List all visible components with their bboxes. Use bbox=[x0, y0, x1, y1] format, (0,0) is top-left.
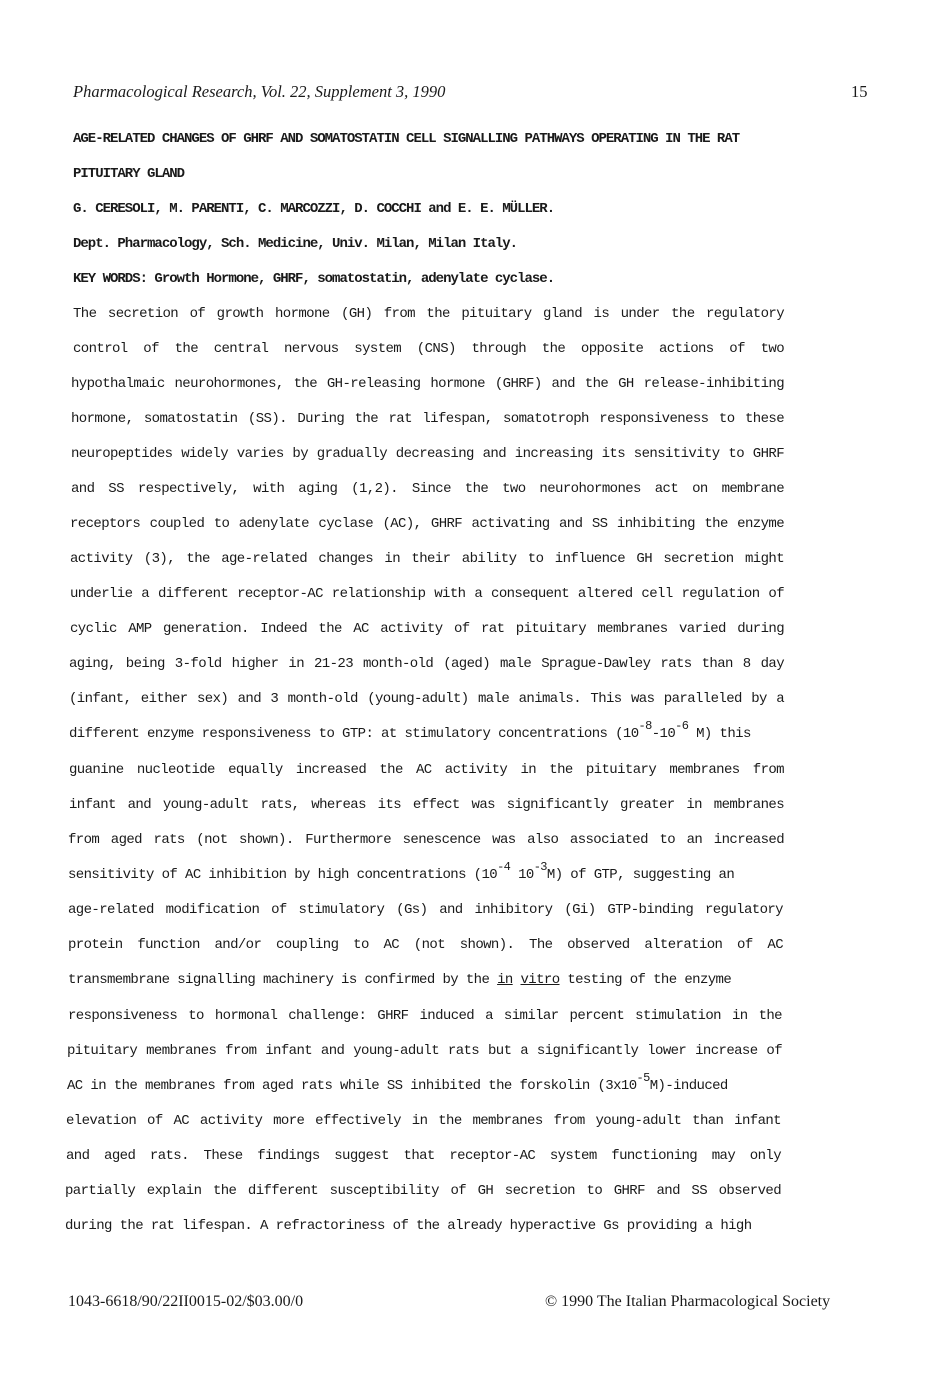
body-line: neuropeptides widely varies by gradually decreasing and increasing its sensitivity to GHRF bbox=[71, 446, 784, 462]
body-line: transmembrane signalling machinery is confirmed by the in vitro testing of the enzyme bbox=[68, 972, 732, 988]
body-line: cyclic AMP generation. Indeed the AC activity of rat pituitary membranes varied during bbox=[70, 621, 784, 637]
body-line: from aged rats (not shown). Furthermore senescence was also associated to an increased bbox=[68, 832, 784, 848]
body-line: receptors coupled to adenylate cyclase (AC), GHRF activating and SS inhibiting the enzyme bbox=[70, 516, 784, 532]
body-line: underlie a different receptor-AC relationship with a consequent altered cell regulation of bbox=[70, 586, 784, 602]
body-line: AC in the membranes from aged rats while SS inhibited the forskolin $(3x10^{-5}M)$-induced bbox=[67, 1071, 728, 1094]
body-line: aging, being 3-fold higher in 21-23 month-old (aged) male Sprague-Dawley rats than 8 day bbox=[69, 656, 784, 672]
body-line: partially explain the different susceptibility of GH secretion to GHRF and SS observed bbox=[65, 1183, 781, 1199]
body-line: during the rat lifespan. A refractoriness of the already hyperactive Gs providing a high bbox=[65, 1218, 752, 1234]
body-line: (infant, either sex) and 3 month-old (young-adult) male animals. This was paralleled by a bbox=[69, 691, 784, 707]
body-line: pituitary membranes from infant and young-adult rats but a significantly lower increase of bbox=[67, 1043, 782, 1059]
body-line: age-related modification of stimulatory (Gs) and inhibitory (Gi) GTP-binding regulatory bbox=[68, 902, 783, 918]
body-line: responsiveness to hormonal challenge: GHRF induced a similar percent stimulation in the bbox=[68, 1008, 782, 1024]
body-line: sensitivity of AC inhibition by high concentrations ($10^{-4}$ $10^{-3}M$) of GTP, suggesting an bbox=[68, 860, 735, 883]
affiliation: Dept. Pharmacology, Sch. Medicine, Univ. Milan, Milan Italy. bbox=[73, 236, 518, 252]
italic-term: vitro bbox=[520, 972, 560, 988]
body-line: hypothalmaic neurohormones, the GH-releasing hormone (GHRF) and the GH release-inhibiting bbox=[71, 376, 784, 392]
keywords: KEY WORDS: Growth Hormone, GHRF, somatostatin, adenylate cyclase. bbox=[73, 271, 555, 287]
footer-code: 1043-6618/90/22II0015-02/$03.00/0 bbox=[68, 1293, 304, 1310]
body-line: and SS respectively, with aging (1,2). Since the two neurohormones act on membrane bbox=[71, 481, 784, 497]
body-line: infant and young-adult rats, whereas its effect was significantly greater in membranes bbox=[69, 797, 784, 813]
body-line: control of the central nervous system (CNS) through the opposite actions of two bbox=[73, 341, 784, 357]
italic-term: in bbox=[497, 972, 513, 988]
body-line: protein function and/or coupling to AC (not shown). The observed alteration of AC bbox=[68, 937, 783, 953]
article-title-line-2: PITUITARY GLAND bbox=[73, 166, 185, 182]
body-line: and aged rats. These findings suggest that receptor-AC system functioning may only bbox=[66, 1148, 781, 1164]
body-line: activity (3), the age-related changes in their ability to influence GH secretion might bbox=[70, 551, 784, 567]
page-number: 15 bbox=[851, 82, 868, 101]
footer-copyright: © 1990 The Italian Pharmacological Society bbox=[545, 1293, 831, 1310]
authors: G. CERESOLI, M. PARENTI, C. MARCOZZI, D. COCCHI and E. E. MÜLLER. bbox=[73, 201, 555, 217]
journal-header: Pharmacological Research, Vol. 22, Supplement 3, 1990 bbox=[73, 82, 446, 101]
article-title-line-1: AGE-RELATED CHANGES OF GHRF AND SOMATOSTATIN CELL SIGNALLING PATHWAYS OPERATING IN THE RAT bbox=[73, 131, 740, 147]
body-line: different enzyme responsiveness to GTP: at stimulatory concentrations ($10^{-8}-10^{-6}$ M) this bbox=[69, 719, 751, 742]
body-line: The secretion of growth hormone (GH) from the pituitary gland is under the regulatory bbox=[73, 306, 784, 322]
body-line: elevation of AC activity more effectively in the membranes from young-adult than infant bbox=[66, 1113, 781, 1129]
body-line: guanine nucleotide equally increased the AC activity in the pituitary membranes from bbox=[69, 762, 784, 778]
body-line: hormone, somatostatin (SS). During the rat lifespan, somatotroph responsiveness to these bbox=[71, 411, 784, 427]
